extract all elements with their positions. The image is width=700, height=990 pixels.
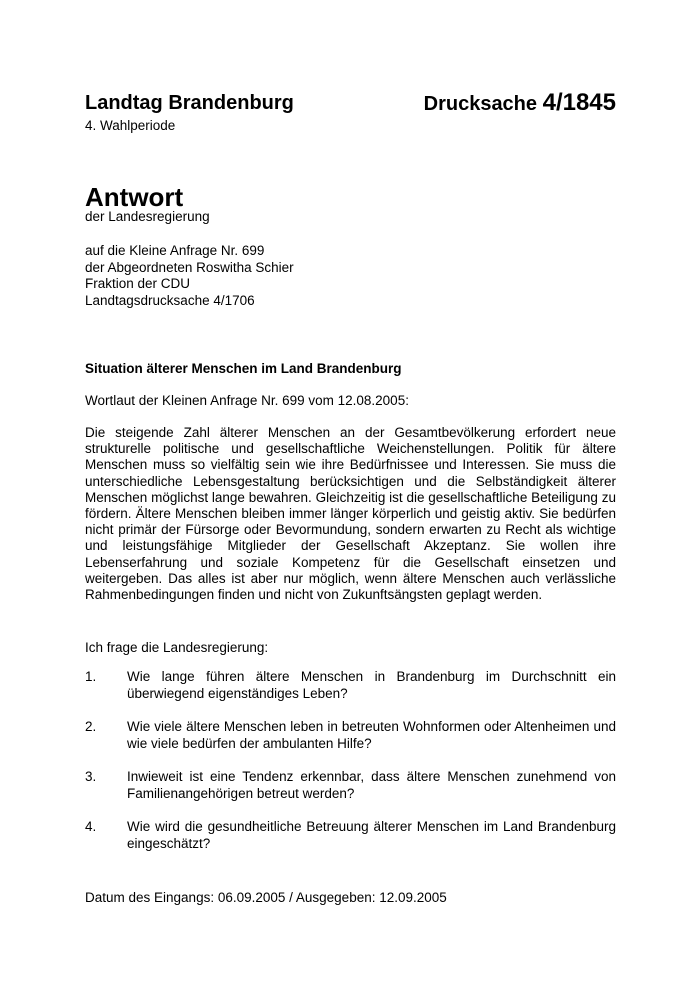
document-issuer: der Landesregierung [85,209,210,224]
question-number: 3. [85,769,97,784]
document-number [424,88,616,119]
question-number: 4. [85,819,97,834]
questions-intro: Ich frage die Landesregierung: [85,640,269,655]
question-text: Wie wird die gesundheitliche Betreuung älterer Menschen im Land Brandenburg eingeschätzt? [127,819,616,851]
reference-line: auf die Kleine Anfrage Nr. 699 [85,243,265,258]
question-text: Wie viele ältere Menschen leben in betreuten Wohnformen oder Altenheimen und wie viele bedürfen der ambulanten Hilfe? [127,719,616,751]
receipt-issue-dates: Datum des Eingangs: 06.09.2005 / Ausgegeben: 12.09.2005 [85,890,447,905]
reference-line: Landtagsdrucksache 4/1706 [85,292,255,308]
inquiry-reference [85,243,294,309]
inquiry-wording-intro: Wortlaut der Kleinen Anfrage Nr. 699 vom 12.08.2005: [85,393,409,408]
document-number-value: 4/1845 [542,89,616,116]
question-text: Inwieweit ist eine Tendenz erkennbar, dass ältere Menschen zunehmend von Familienangehörigen betreut werden? [127,769,616,801]
document-label: Drucksache [423,93,538,115]
question-number: 2. [85,719,97,734]
document-subject: Situation älterer Menschen im Land Brandenburg [85,361,402,376]
document-header [85,88,616,118]
document-page [85,0,616,990]
reference-line: der Abgeordneten Roswitha Schier [85,259,294,275]
inquiry-body-text: Die steigende Zahl älterer Menschen an der Gesamtbevölkerung erfordert neue strukturelle politische und gesellschaftliche Weichenstellungen. Politik für ältere Menschen muss so vielfältig sein wie ihre Bedürfnissee und Interessen. Sie muss die unterschiedliche Lebensgestaltung berücksichtigen und die Selbständigkeit älterer Menschen möglichst lange bewahren. Gleichzeitig ist die gesellschaftliche Beteiligung zu fördern. Ältere Menschen bleiben immer länger körperlich und geistig aktiv. Sie bedürfen nicht primär der Fürsorge oder Bevormundung, sondern erwarten zu Recht als wichtige und leistungsfähige Mitglieder der Gesellschaft Akzeptanz. Sie wollen ihre Lebenserfahrung und soziale Kompetenz für die Gesellschaft einsetzen und weitergeben. Das alles ist aber nur möglich, wenn ältere Menschen auch verlässliche Rahmenbedingungen finden und nicht von Zukunftsängsten geplagt werden. [85,425,616,603]
legislative-period: 4. Wahlperiode [85,118,176,133]
question-number: 1. [85,669,97,684]
parliament-name: Landtag Brandenburg [85,92,294,114]
question-text: Wie lange führen ältere Menschen in Brandenburg im Durchschnitt ein überwiegend eigenständiges Leben? [127,669,616,701]
reference-line: Fraktion der CDU [85,276,191,291]
document-type: Antwort [85,182,184,212]
